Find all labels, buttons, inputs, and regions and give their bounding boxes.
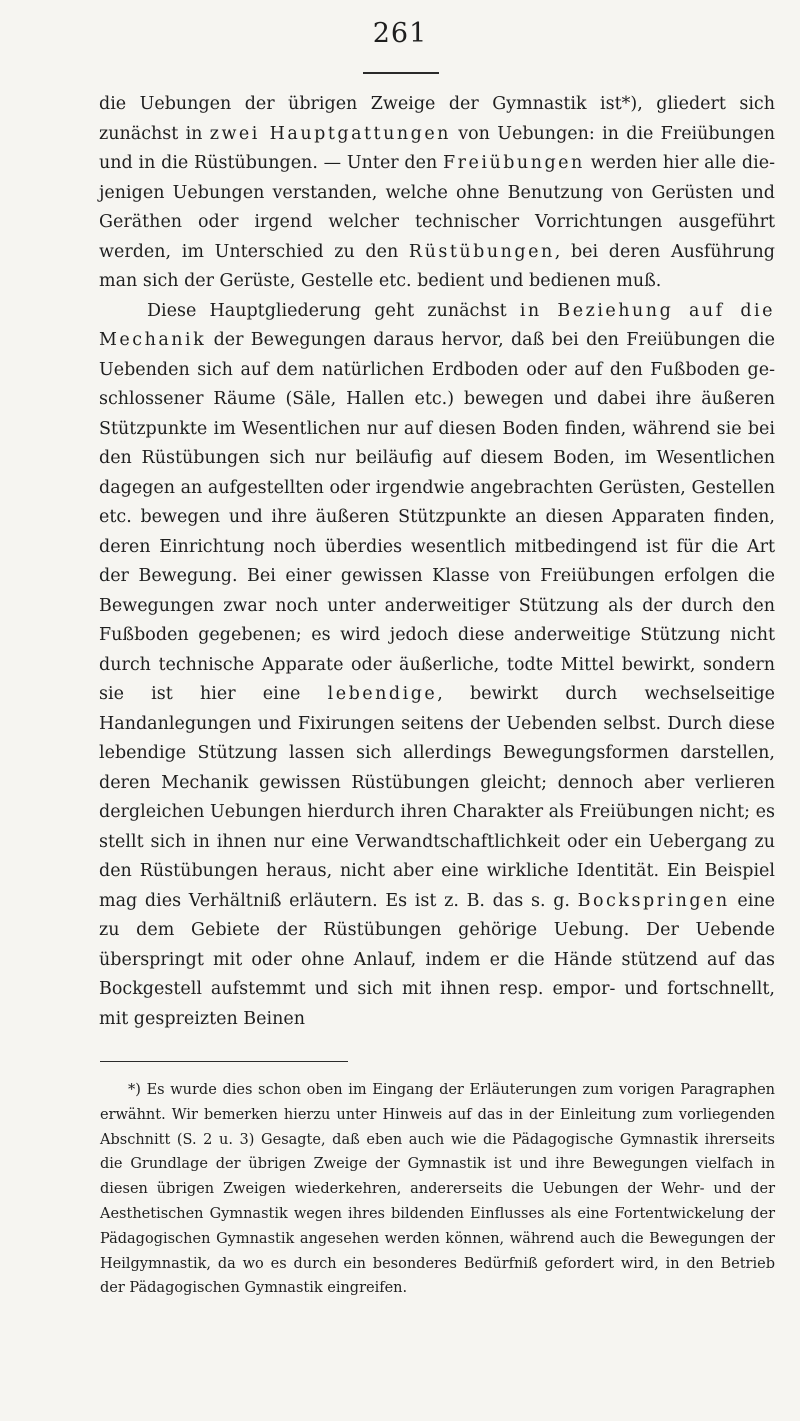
p1-text-c: von Uebungen: in die Freiübungen und in die Rüstübungen. — Unter den xyxy=(99,123,775,173)
footnote xyxy=(100,1078,775,1301)
p1-emphasis-zwei-hauptgattungen: zwei Hauptgattungen xyxy=(209,123,451,144)
p2-text-e: , bewirkt durch wechselseitige Handanlegungen und Fixirungen seitens der Uebenden selbst. Durch diese lebendige Stützung lassen sich allerdings Bewegungsformen darstellen, deren Mechanik gewissen Rüstübungen gleicht; dennoch aber verlieren dergleichen Uebungen hierdurch ihren Charakter als Freiübungen nicht; es stellt sich in ihnen nur eine Verwandtschaftlichkeit oder ein Uebergang zu den Rüstübungen heraus, nicht aber eine wirkliche Identität. Ein Beispiel mag dies Verhältniß erläutern. Es ist z. B. das s. g. xyxy=(99,684,776,911)
paragraph-1 xyxy=(99,90,775,297)
p1-text-a: die Uebungen der übrigen Zweige der Gymnastik ist*), gliedert sich zunächst in xyxy=(99,94,775,144)
p2-text-c: der Bewegungen daraus hervor, daß bei den Freiübungen die Uebenden sich auf dem natürlichen Erdboden oder auf den Fußboden geschlossener Räume (Säle, Hallen etc.) bewegen und dabei ihre äußeren Stützpunkte im Wesentlichen nur auf diesen Boden finden, während sie bei den Rüstübungen sich nur beiläufig auf diesem Boden, im Wesentlichen dagegen an aufgestellten oder irgendwie angebrachten Gerüsten, Gestellen etc. bewegen und ihre äußeren Stützpunkte an diesen Apparaten finden, deren Einrichtung noch überdies wesentlich mitbedingend ist für die Art der Bewegung. Bei einer gewissen Klasse von Freiübungen erfolgen die Bewegungen zwar noch unter anderweitiger Stützung als der durch den Fußboden gegebenen; es wird jedoch diese anderweitige Stützung nicht durch technische Apparate oder äußerliche, todte Mittel bewirkt, sondern sie ist hier eine xyxy=(99,330,775,704)
page-number: 261 xyxy=(372,18,428,49)
p1-text-e: werden hier alle diejenigen Uebungen verstanden, welche ohne Benutzung von Gerüsten und Geräthen oder irgend welcher technischer Vorrichtungen ausgeführt werden, im Unterschied zu den xyxy=(99,153,775,262)
p2-emphasis-mechanik: in Beziehung auf die Mechanik xyxy=(99,300,775,350)
p1-emphasis-ruestuebungen: Rüstübungen xyxy=(408,241,555,262)
p2-text-g: eine zu dem Gebiete der Rüstübungen gehörige Uebung. Der Uebende überspringt mit oder ohne Anlauf, indem er die Hände stützend auf das Bockgestell aufstemmt und sich mit ihnen resp. empor- und fortschnellt, mit gespreizten Beinen xyxy=(99,890,775,1029)
footnote-text: *) Es wurde dies schon oben im Eingang der Erläuterungen zum vorigen Paragraphen erwähnt. Wir bemerken hierzu unter Hinweis auf das in der Einleitung zum vorliegenden Abschnitt (S. 2 u. 3) Gesagte, daß eben auch wie die Pädagogische Gymnastik ihrerseits die Grundlage der übrigen Zweige der Gymnastik ist und ihre Bewegungen vielfach in diesen übrigen Zweigen wiederkehren, andererseits die Uebungen der Wehr- und der Aesthetischen Gymnastik wegen ihres bildenden Einflusses als eine Fortentwickelung der Pädagogischen Gymnastik angesehen werden können, während auch die Bewegungen der Heilgymnastik, da wo es durch ein besonderes Bedürfniß gefordert wird, in den Betrieb der Pädagogischen Gymnastik eingreifen. xyxy=(100,1082,775,1297)
p2-emphasis-bockspringen: Bockspringen xyxy=(577,890,730,911)
paragraph-2 xyxy=(99,297,775,1035)
p2-text-a: Diese Hauptgliederung geht zunächst xyxy=(147,300,520,321)
p1-text-g: , bei deren Ausführung man sich der Gerüste, Gestelle etc. bedient und bedienen muß. xyxy=(99,241,775,291)
footnote-separator xyxy=(100,1061,348,1062)
page-number-underline xyxy=(363,72,439,74)
p1-emphasis-freiuebungen: Freiübungen xyxy=(443,153,585,173)
main-text xyxy=(99,90,775,1034)
p2-emphasis-lebendige: lebendige xyxy=(327,684,438,704)
